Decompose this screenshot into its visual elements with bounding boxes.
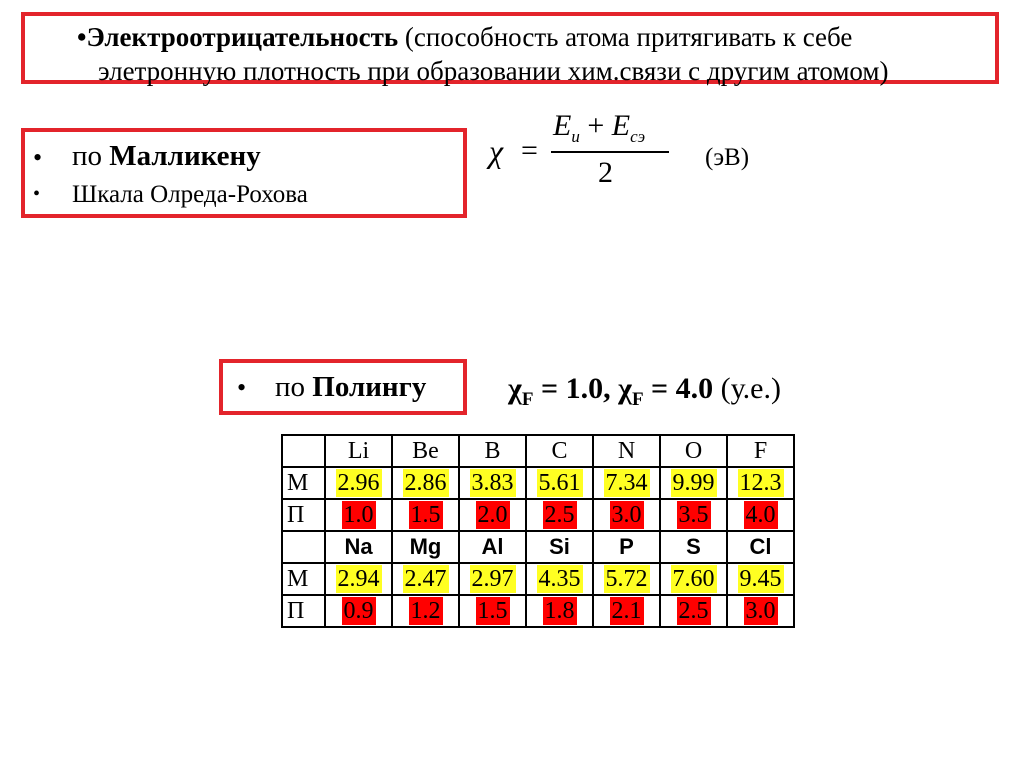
mulliken-value: 5.61 — [538, 470, 581, 496]
pauling-scale-definition — [508, 372, 781, 411]
title-line-1 — [77, 22, 852, 53]
element-cell: Be — [392, 435, 459, 467]
row-header-pauling: П — [282, 499, 325, 531]
formula-term2: E — [611, 109, 631, 142]
pauling-value: 1.2 — [410, 598, 441, 624]
pauling-bullet: • — [237, 373, 247, 402]
value-cell — [526, 563, 593, 595]
element-cell: Na — [325, 531, 392, 563]
pauling-value: 2.5 — [544, 502, 575, 528]
formula-chi: χ — [489, 133, 504, 169]
row-header-mulliken: М — [282, 563, 325, 595]
pauling-value: 3.5 — [678, 502, 709, 528]
period3-pauling-row — [282, 595, 794, 627]
value-cell — [325, 499, 392, 531]
formula-units: (эВ) — [705, 144, 750, 171]
scale-chi-1: χ — [508, 372, 522, 405]
period3-element-row — [282, 531, 794, 563]
scale-bullet: • — [33, 183, 41, 205]
mulliken-name: Малликену — [109, 140, 261, 172]
value-cell — [392, 563, 459, 595]
pauling-prefix: по — [275, 371, 306, 403]
value-cell — [459, 467, 526, 499]
row-header-empty — [282, 531, 325, 563]
pauling-value: 2.1 — [611, 598, 642, 624]
value-cell — [727, 563, 794, 595]
value-cell — [593, 499, 660, 531]
value-cell — [593, 595, 660, 627]
title-term: Электроотрицательность — [86, 22, 399, 52]
period2-mulliken-row — [282, 467, 794, 499]
formula-plus: + — [587, 109, 605, 142]
value-cell — [727, 595, 794, 627]
pauling-value: 2.5 — [678, 598, 709, 624]
mulliken-value: 2.86 — [404, 470, 447, 496]
value-cell — [325, 467, 392, 499]
mulliken-bullet: • — [33, 143, 43, 172]
formula-term1-sub: и — [571, 127, 580, 146]
formula-denominator: 2 — [598, 156, 613, 189]
mulliken-box — [21, 128, 467, 218]
pauling-value: 3.0 — [745, 598, 776, 624]
pauling-value: 1.5 — [410, 502, 441, 528]
pauling-value: 2.0 — [477, 502, 508, 528]
title-definition-line-2: элетронную плотность при образовании хим.связи с другим атомом) — [98, 56, 889, 86]
value-cell — [392, 595, 459, 627]
element-cell: P — [593, 531, 660, 563]
pauling-value: 0.9 — [343, 598, 374, 624]
element-cell: S — [660, 531, 727, 563]
value-cell — [459, 563, 526, 595]
formula-equals: = — [521, 134, 538, 167]
value-cell — [392, 467, 459, 499]
mulliken-value: 2.94 — [337, 566, 380, 592]
mulliken-value: 2.96 — [337, 470, 380, 496]
pauling-value: 1.5 — [477, 598, 508, 624]
mulliken-value: 2.47 — [404, 566, 447, 592]
pauling-box — [219, 359, 467, 415]
mulliken-heading — [72, 140, 261, 173]
element-cell: N — [593, 435, 660, 467]
pauling-value: 4.0 — [745, 502, 776, 528]
value-cell — [459, 499, 526, 531]
electronegativity-table — [281, 434, 795, 628]
element-cell: O — [660, 435, 727, 467]
pauling-value: 1.0 — [343, 502, 374, 528]
value-cell — [526, 467, 593, 499]
element-cell: C — [526, 435, 593, 467]
pauling-name: Полингу — [312, 371, 427, 403]
scale-sub-2: F — [631, 389, 644, 410]
mulliken-formula — [485, 103, 685, 193]
mulliken-value: 3.83 — [471, 470, 514, 496]
value-cell — [727, 499, 794, 531]
mulliken-value: 9.45 — [739, 566, 782, 592]
mulliken-prefix: по — [72, 140, 103, 172]
period2-pauling-row — [282, 499, 794, 531]
title-box — [21, 12, 999, 84]
value-cell — [660, 467, 727, 499]
value-cell — [526, 595, 593, 627]
value-cell — [727, 467, 794, 499]
mulliken-value: 12.3 — [739, 470, 782, 496]
pauling-heading — [275, 371, 426, 404]
element-cell: Si — [526, 531, 593, 563]
value-cell — [325, 563, 392, 595]
element-cell: Li — [325, 435, 392, 467]
allred-rochow-scale-label: Шкала Олреда-Рохова — [72, 181, 308, 208]
mulliken-value: 7.34 — [605, 470, 648, 496]
value-cell — [660, 563, 727, 595]
value-cell — [526, 499, 593, 531]
formula-numerator — [553, 109, 645, 147]
value-cell — [392, 499, 459, 531]
value-cell — [459, 595, 526, 627]
row-header-mulliken: М — [282, 467, 325, 499]
pauling-value: 3.0 — [611, 502, 642, 528]
fraction-bar — [551, 151, 669, 153]
formula-term2-sub: сэ — [630, 127, 646, 146]
row-header-empty — [282, 435, 325, 467]
row-header-pauling: П — [282, 595, 325, 627]
mulliken-value: 9.99 — [672, 470, 715, 496]
value-cell — [593, 467, 660, 499]
mulliken-value: 7.60 — [672, 566, 715, 592]
scale-unit: (у.е.) — [720, 372, 781, 405]
element-cell: F — [727, 435, 794, 467]
element-cell: Mg — [392, 531, 459, 563]
mulliken-value: 2.97 — [471, 566, 514, 592]
element-cell: B — [459, 435, 526, 467]
period3-mulliken-row — [282, 563, 794, 595]
value-cell — [325, 595, 392, 627]
pauling-value: 1.8 — [544, 598, 575, 624]
scale-value-1: = 1.0, — [540, 372, 611, 405]
mulliken-value: 4.35 — [538, 566, 581, 592]
element-cell: Al — [459, 531, 526, 563]
title-definition-line-1: (способность атома притягивать к себе — [404, 22, 853, 52]
mulliken-value: 5.72 — [605, 566, 648, 592]
scale-chi-2: χ — [618, 372, 632, 405]
title-bullet: • — [77, 22, 87, 52]
scale-sub-1: F — [521, 389, 534, 410]
element-cell: Cl — [727, 531, 794, 563]
value-cell — [593, 563, 660, 595]
value-cell — [660, 499, 727, 531]
formula-term1: E — [553, 109, 572, 142]
value-cell — [660, 595, 727, 627]
scale-value-2: = 4.0 — [651, 372, 714, 405]
period2-element-row — [282, 435, 794, 467]
